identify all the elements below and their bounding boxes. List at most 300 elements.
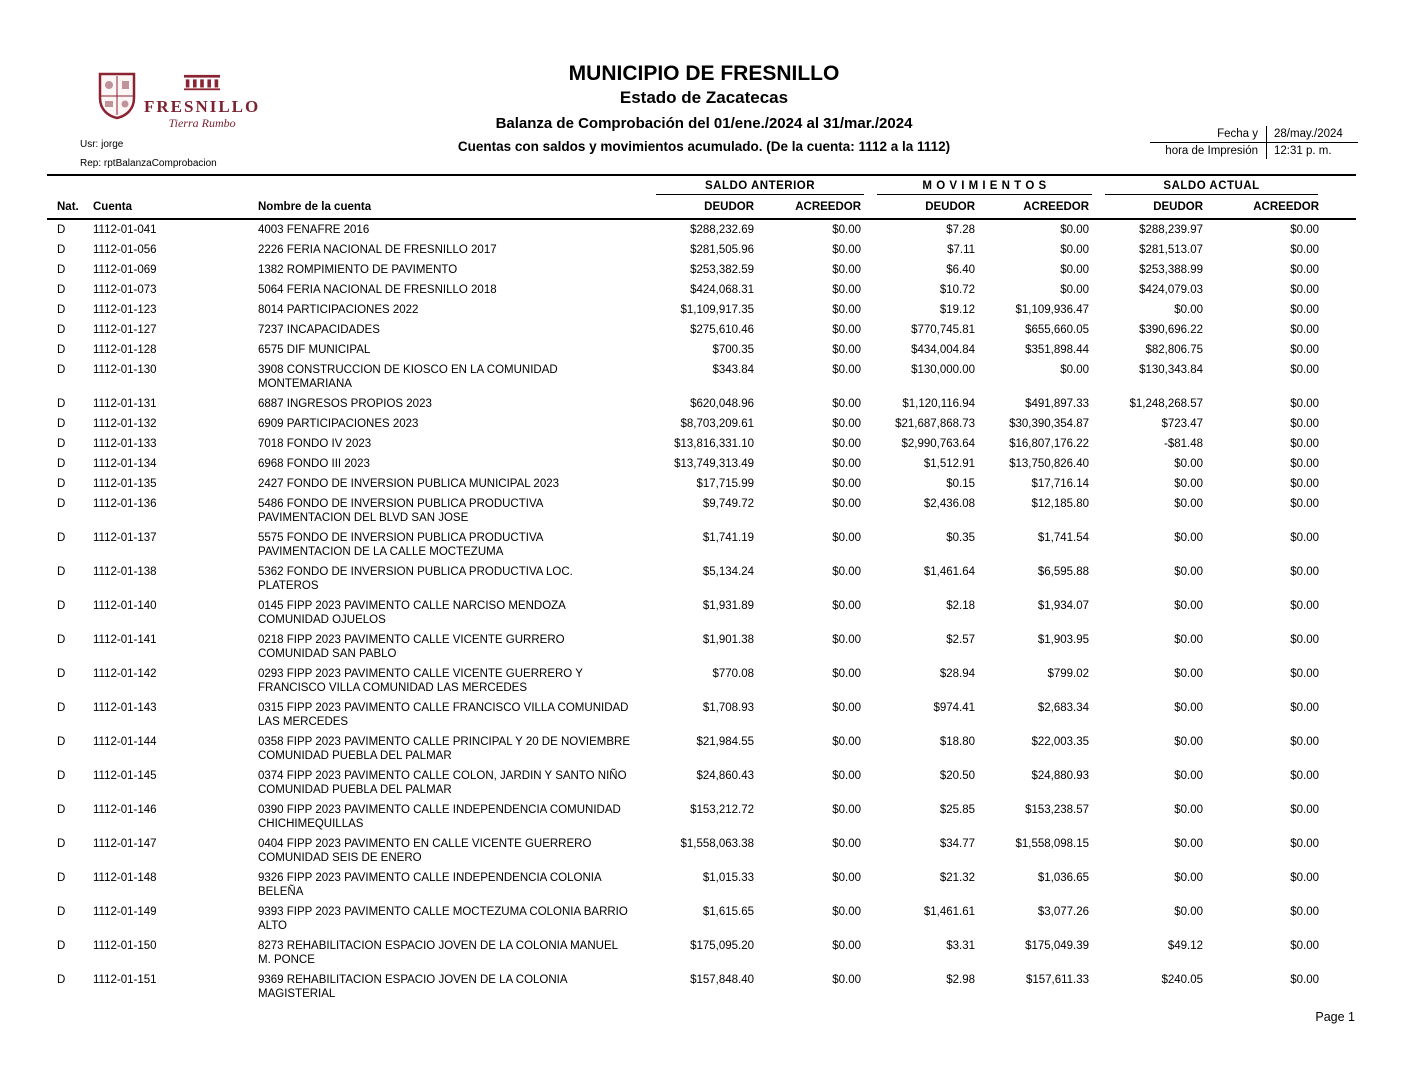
saldo-anterior-acreedor-cell: $0.00	[832, 532, 862, 544]
nat-cell: D	[57, 438, 66, 450]
saldo-anterior-deudor-cell: $275,610.46	[690, 324, 755, 336]
report-scope: Cuentas con saldos y movimientos acumulado. (De la cuenta: 1112 a la 1112)	[457, 138, 951, 154]
saldo-actual-acreedor-cell: $0.00	[1290, 418, 1320, 430]
nat-cell: D	[57, 458, 66, 470]
nat-cell: D	[57, 284, 66, 296]
table-row	[47, 868, 1356, 902]
nat-cell: D	[57, 702, 66, 714]
saldo-actual-deudor-cell: $0.00	[1174, 838, 1204, 850]
movimientos-deudor-cell: $2,436.08	[923, 498, 976, 510]
saldo-actual-deudor-cell: $723.47	[1161, 418, 1204, 430]
saldo-actual-acreedor-cell: $0.00	[1290, 600, 1320, 612]
nombre-cell: 7018 FONDO IV 2023	[258, 438, 372, 450]
saldo-anterior-deudor-cell: $281,505.96	[690, 244, 755, 256]
saldo-anterior-deudor-cell: $1,931.89	[702, 600, 755, 612]
group-header-saldo-actual: SALDO ACTUAL	[1093, 175, 1356, 195]
movimientos-acreedor-cell: $2,683.34	[1037, 702, 1090, 714]
cuenta-cell: 1112-01-132	[93, 418, 157, 430]
saldo-anterior-acreedor-cell: $0.00	[832, 224, 862, 236]
cuenta-cell: 1112-01-151	[93, 974, 157, 986]
nat-cell: D	[57, 418, 66, 430]
saldo-anterior-acreedor-cell: $0.00	[832, 344, 862, 356]
movimientos-acreedor-cell: $157,611.33	[1025, 974, 1090, 986]
saldo-actual-deudor-cell: $253,388.99	[1139, 264, 1204, 276]
saldo-anterior-acreedor-cell: $0.00	[832, 478, 862, 490]
saldo-anterior-acreedor-cell: $0.00	[832, 566, 862, 578]
movimientos-acreedor-cell: $1,036.65	[1037, 872, 1090, 884]
saldo-anterior-acreedor-cell: $0.00	[832, 702, 862, 714]
saldo-actual-acreedor-cell: $0.00	[1290, 532, 1320, 544]
table-body	[47, 219, 1356, 1004]
saldo-actual-acreedor-cell: $0.00	[1290, 224, 1320, 236]
movimientos-deudor-cell: $7.11	[947, 244, 976, 256]
cuenta-cell: 1112-01-150	[93, 940, 157, 952]
nombre-cell: 8014 PARTICIPACIONES 2022	[258, 304, 419, 316]
movimientos-acreedor-cell: $491,897.33	[1025, 398, 1090, 410]
table-row	[47, 800, 1356, 834]
saldo-anterior-deudor-cell: $1,558,063.38	[680, 838, 755, 850]
table-row	[47, 240, 1356, 260]
saldo-actual-deudor-cell: $0.00	[1174, 668, 1204, 680]
nombre-cell: 5362 FONDO DE INVERSION PUBLICA PRODUCTIVA LOC. PLATEROS	[258, 566, 573, 592]
nombre-cell: 6909 PARTICIPACIONES 2023	[258, 418, 419, 430]
group-header-movimientos: M O V I M I E N T O S	[865, 175, 1093, 195]
nat-cell: D	[57, 634, 66, 646]
cuenta-cell: 1112-01-147	[93, 838, 157, 850]
table-row	[47, 970, 1356, 1004]
movimientos-acreedor-cell: $30,390,354.87	[1009, 418, 1090, 430]
col-header-sa-deudor: DEUDOR	[644, 195, 758, 219]
nat-cell: D	[57, 304, 66, 316]
print-time: 12:31 p. m.	[1266, 143, 1358, 159]
movimientos-acreedor-cell: $3,077.26	[1037, 906, 1090, 918]
nombre-cell: 8273 REHABILITACION ESPACIO JOVEN DE LA COLONIA MANUEL M. PONCE	[258, 940, 618, 966]
saldo-anterior-deudor-cell: $8,703,209.61	[680, 418, 755, 430]
table-row	[47, 394, 1356, 414]
movimientos-acreedor-cell: $351,898.44	[1025, 344, 1090, 356]
table-row	[47, 300, 1356, 320]
movimientos-acreedor-cell: $153,238.57	[1025, 804, 1090, 816]
saldo-anterior-acreedor-cell: $0.00	[832, 498, 862, 510]
saldo-actual-acreedor-cell: $0.00	[1290, 566, 1320, 578]
saldo-anterior-acreedor-cell: $0.00	[832, 364, 862, 376]
saldo-anterior-deudor-cell: $1,708.93	[702, 702, 755, 714]
saldo-actual-acreedor-cell: $0.00	[1290, 478, 1320, 490]
cuenta-cell: 1112-01-130	[93, 364, 157, 376]
report-title: Balanza de Comprobación del 01/ene./2024 al 31/mar./2024	[495, 114, 913, 132]
movimientos-acreedor-cell: $655,660.05	[1025, 324, 1090, 336]
page-number: Page 1	[1315, 1010, 1355, 1024]
table-row	[47, 360, 1356, 394]
movimientos-acreedor-cell: $6,595.88	[1037, 566, 1090, 578]
table-row	[47, 766, 1356, 800]
table-row	[47, 562, 1356, 596]
nat-cell: D	[57, 566, 66, 578]
cuenta-cell: 1112-01-123	[93, 304, 157, 316]
movimientos-deudor-cell: $3.31	[946, 940, 976, 952]
saldo-anterior-acreedor-cell: $0.00	[832, 770, 862, 782]
saldo-actual-deudor-cell: $0.00	[1174, 736, 1204, 748]
saldo-anterior-deudor-cell: $424,068.31	[690, 284, 755, 296]
report-label: Rep: rptBalanzaComprobacion	[80, 158, 217, 169]
saldo-actual-deudor-cell: $130,343.84	[1139, 364, 1204, 376]
table-row	[47, 219, 1356, 240]
saldo-actual-deudor-cell: $0.00	[1174, 702, 1204, 714]
nat-cell: D	[57, 244, 66, 256]
saldo-anterior-deudor-cell: $1,015.33	[702, 872, 755, 884]
saldo-anterior-deudor-cell: $700.35	[712, 344, 755, 356]
saldo-actual-deudor-cell: $49.12	[1167, 940, 1204, 952]
col-header-act-acreedor: ACREEDOR	[1207, 195, 1356, 219]
cuenta-cell: 1112-01-041	[93, 224, 157, 236]
saldo-actual-acreedor-cell: $0.00	[1290, 974, 1320, 986]
saldo-actual-deudor-cell: $281,513.07	[1139, 244, 1204, 256]
group-header-row	[47, 175, 1356, 195]
saldo-actual-acreedor-cell: $0.00	[1290, 736, 1320, 748]
saldo-anterior-acreedor-cell: $0.00	[832, 838, 862, 850]
nat-cell: D	[57, 364, 66, 376]
cuenta-cell: 1112-01-140	[93, 600, 157, 612]
movimientos-deudor-cell: $974.41	[933, 702, 976, 714]
cuenta-cell: 1112-01-149	[93, 906, 157, 918]
saldo-anterior-acreedor-cell: $0.00	[832, 940, 862, 952]
nombre-cell: 0374 FIPP 2023 PAVIMENTO CALLE COLON, JARDIN Y SANTO NIÑO COMUNIDAD PUEBLA DEL PALMAR	[258, 770, 627, 796]
print-date: 28/may./2024	[1266, 126, 1358, 142]
movimientos-deudor-cell: $2.57	[946, 634, 976, 646]
table-row	[47, 280, 1356, 300]
saldo-anterior-deudor-cell: $153,212.72	[690, 804, 755, 816]
nat-cell: D	[57, 872, 66, 884]
movimientos-deudor-cell: $2.98	[946, 974, 976, 986]
nat-cell: D	[57, 532, 66, 544]
movimientos-acreedor-cell: $0.00	[1060, 284, 1090, 296]
movimientos-deudor-cell: $28.94	[939, 668, 976, 680]
saldo-anterior-deudor-cell: $288,232.69	[690, 224, 755, 236]
table-row	[47, 698, 1356, 732]
logo-text: FRESNILLO	[144, 97, 261, 116]
saldo-actual-deudor-cell: $288,239.97	[1139, 224, 1204, 236]
table-row	[47, 902, 1356, 936]
saldo-actual-deudor-cell: $0.00	[1174, 600, 1204, 612]
nat-cell: D	[57, 600, 66, 612]
saldo-anterior-acreedor-cell: $0.00	[832, 872, 862, 884]
movimientos-acreedor-cell: $1,741.54	[1037, 532, 1090, 544]
cuenta-cell: 1112-01-142	[93, 668, 157, 680]
movimientos-deudor-cell: $130,000.00	[911, 364, 976, 376]
nombre-cell: 2427 FONDO DE INVERSION PUBLICA MUNICIPAL 2023	[258, 478, 560, 490]
table-row	[47, 474, 1356, 494]
saldo-anterior-deudor-cell: $13,816,331.10	[674, 438, 755, 450]
nombre-cell: 7237 INCAPACIDADES	[258, 324, 380, 336]
nombre-cell: 1382 ROMPIMIENTO DE PAVIMENTO	[258, 264, 458, 276]
movimientos-deudor-cell: $2.18	[946, 600, 976, 612]
movimientos-acreedor-cell: $16,807,176.22	[1009, 438, 1090, 450]
movimientos-deudor-cell: $434,004.84	[911, 344, 976, 356]
saldo-anterior-deudor-cell: $21,984.55	[696, 736, 755, 748]
movimientos-acreedor-cell: $1,109,936.47	[1015, 304, 1090, 316]
saldo-actual-deudor-cell: $0.00	[1174, 634, 1204, 646]
cuenta-cell: 1112-01-146	[93, 804, 157, 816]
saldo-actual-deudor-cell: $0.00	[1174, 872, 1204, 884]
nombre-cell: 6575 DIF MUNICIPAL	[258, 344, 371, 356]
table-row	[47, 494, 1356, 528]
movimientos-acreedor-cell: $0.00	[1060, 224, 1090, 236]
nombre-cell: 0358 FIPP 2023 PAVIMENTO CALLE PRINCIPAL Y 20 DE NOVIEMBRE COMUNIDAD PUEBLA DEL PALMAR	[258, 736, 630, 762]
column-header-row	[47, 195, 1356, 219]
movimientos-deudor-cell: $6.40	[946, 264, 976, 276]
nat-cell: D	[57, 906, 66, 918]
print-label-line1: Fecha y	[1217, 128, 1258, 140]
movimientos-acreedor-cell: $799.02	[1047, 668, 1090, 680]
cuenta-cell: 1112-01-145	[93, 770, 157, 782]
saldo-anterior-deudor-cell: $157,848.40	[690, 974, 755, 986]
print-label-line2: hora de Impresión	[1165, 145, 1258, 157]
saldo-actual-deudor-cell: $0.00	[1174, 770, 1204, 782]
table-row	[47, 834, 1356, 868]
movimientos-acreedor-cell: $13,750,826.40	[1009, 458, 1090, 470]
cuenta-cell: 1112-01-127	[93, 324, 157, 336]
nombre-cell: 5064 FERIA NACIONAL DE FRESNILLO 2018	[258, 284, 497, 296]
movimientos-deudor-cell: $1,120,116.94	[902, 398, 976, 410]
saldo-actual-acreedor-cell: $0.00	[1290, 438, 1320, 450]
nombre-cell: 3908 CONSTRUCCION DE KIOSCO EN LA COMUNIDAD MONTEMARIANA	[258, 364, 558, 390]
saldo-anterior-deudor-cell: $1,109,917.35	[680, 304, 755, 316]
saldo-anterior-deudor-cell: $253,382.59	[690, 264, 755, 276]
saldo-actual-acreedor-cell: $0.00	[1290, 364, 1320, 376]
movimientos-acreedor-cell: $175,049.39	[1025, 940, 1090, 952]
nombre-cell: 0315 FIPP 2023 PAVIMENTO CALLE FRANCISCO VILLA COMUNIDAD LAS MERCEDES	[258, 702, 629, 728]
cuenta-cell: 1112-01-143	[93, 702, 157, 714]
saldo-actual-deudor-cell: $0.00	[1174, 304, 1204, 316]
table-row	[47, 434, 1356, 454]
saldo-actual-deudor-cell: $0.00	[1174, 498, 1204, 510]
nat-cell: D	[57, 838, 66, 850]
nombre-cell: 0145 FIPP 2023 PAVIMENTO CALLE NARCISO MENDOZA COMUNIDAD OJUELOS	[258, 600, 566, 626]
nat-cell: D	[57, 804, 66, 816]
nombre-cell: 2226 FERIA NACIONAL DE FRESNILLO 2017	[258, 244, 497, 256]
table-row	[47, 454, 1356, 474]
saldo-anterior-acreedor-cell: $0.00	[832, 634, 862, 646]
saldo-anterior-acreedor-cell: $0.00	[832, 264, 862, 276]
saldo-actual-acreedor-cell: $0.00	[1290, 284, 1320, 296]
nat-cell: D	[57, 264, 66, 276]
table-row	[47, 664, 1356, 698]
saldo-actual-acreedor-cell: $0.00	[1290, 702, 1320, 714]
saldo-actual-deudor-cell: $1,248,268.57	[1129, 398, 1204, 410]
nombre-cell: 0218 FIPP 2023 PAVIMENTO CALLE VICENTE GURRERO COMUNIDAD SAN PABLO	[258, 634, 565, 660]
saldo-anterior-deudor-cell: $175,095.20	[690, 940, 755, 952]
meta-block	[80, 139, 217, 177]
saldo-actual-deudor-cell: $240.05	[1161, 974, 1204, 986]
saldo-anterior-deudor-cell: $1,741.19	[702, 532, 755, 544]
saldo-actual-acreedor-cell: $0.00	[1290, 264, 1320, 276]
nombre-cell: 4003 FENAFRE 2016	[258, 224, 370, 236]
saldo-anterior-acreedor-cell: $0.00	[832, 304, 862, 316]
nat-cell: D	[57, 398, 66, 410]
page-title: MUNICIPIO DE FRESNILLO	[568, 62, 840, 85]
nat-cell: D	[57, 940, 66, 952]
saldo-actual-deudor-cell: $390,696.22	[1139, 324, 1204, 336]
cuenta-cell: 1112-01-137	[93, 532, 157, 544]
saldo-anterior-acreedor-cell: $0.00	[832, 668, 862, 680]
movimientos-acreedor-cell: $12,185.80	[1031, 498, 1090, 510]
cuenta-cell: 1112-01-056	[93, 244, 157, 256]
saldo-anterior-deudor-cell: $620,048.96	[690, 398, 755, 410]
nombre-cell: 6887 INGRESOS PROPIOS 2023	[258, 398, 432, 410]
cuenta-cell: 1112-01-073	[93, 284, 157, 296]
saldo-anterior-acreedor-cell: $0.00	[832, 906, 862, 918]
saldo-actual-acreedor-cell: $0.00	[1290, 668, 1320, 680]
cuenta-cell: 1112-01-138	[93, 566, 157, 578]
saldo-anterior-acreedor-cell: $0.00	[832, 438, 862, 450]
nombre-cell: 9369 REHABILITACION ESPACIO JOVEN DE LA COLONIA MAGISTERIAL	[258, 974, 567, 1000]
saldo-anterior-acreedor-cell: $0.00	[832, 284, 862, 296]
saldo-anterior-deudor-cell: $9,749.72	[702, 498, 755, 510]
balance-table	[47, 174, 1356, 1004]
saldo-anterior-deudor-cell: $5,134.24	[702, 566, 755, 578]
group-header-spacer	[47, 175, 644, 195]
table-row	[47, 414, 1356, 434]
nat-cell: D	[57, 498, 66, 510]
cuenta-cell: 1112-01-069	[93, 264, 157, 276]
saldo-actual-deudor-cell: $0.00	[1174, 906, 1204, 918]
logo-tagline: Tierra Rumbo	[168, 115, 236, 130]
nombre-cell: 6968 FONDO III 2023	[258, 458, 370, 470]
col-header-act-deudor: DEUDOR	[1093, 195, 1207, 219]
movimientos-deudor-cell: $19.12	[939, 304, 976, 316]
nombre-cell: 9393 FIPP 2023 PAVIMENTO CALLE MOCTEZUMA COLONIA BARRIO ALTO	[258, 906, 628, 932]
saldo-anterior-acreedor-cell: $0.00	[832, 244, 862, 256]
table-row	[47, 260, 1356, 280]
saldo-actual-acreedor-cell: $0.00	[1290, 244, 1320, 256]
movimientos-deudor-cell: $34.77	[939, 838, 976, 850]
saldo-anterior-acreedor-cell: $0.00	[832, 974, 862, 986]
saldo-anterior-deudor-cell: $13,749,313.49	[674, 458, 755, 470]
saldo-actual-acreedor-cell: $0.00	[1290, 906, 1320, 918]
state-subtitle: Estado de Zacatecas	[619, 88, 789, 108]
cuenta-cell: 1112-01-128	[93, 344, 157, 356]
saldo-anterior-acreedor-cell: $0.00	[832, 418, 862, 430]
movimientos-acreedor-cell: $1,934.07	[1037, 600, 1090, 612]
movimientos-acreedor-cell: $1,903.95	[1037, 634, 1090, 646]
saldo-actual-acreedor-cell: $0.00	[1290, 940, 1320, 952]
saldo-anterior-acreedor-cell: $0.00	[832, 804, 862, 816]
saldo-anterior-acreedor-cell: $0.00	[832, 736, 862, 748]
table-row	[47, 630, 1356, 664]
saldo-actual-acreedor-cell: $0.00	[1290, 398, 1320, 410]
nat-cell: D	[57, 736, 66, 748]
movimientos-deudor-cell: $770,745.81	[911, 324, 976, 336]
saldo-anterior-deudor-cell: $17,715.99	[696, 478, 755, 490]
nat-cell: D	[57, 478, 66, 490]
cuenta-cell: 1112-01-135	[93, 478, 157, 490]
nombre-cell: 0390 FIPP 2023 PAVIMENTO CALLE INDEPENDENCIA COMUNIDAD CHICHIMEQUILLAS	[258, 804, 621, 830]
cuenta-cell: 1112-01-133	[93, 438, 157, 450]
table-row	[47, 320, 1356, 340]
col-header-sa-acreedor: ACREEDOR	[758, 195, 865, 219]
nombre-cell: 5486 FONDO DE INVERSION PUBLICA PRODUCTIVA PAVIMENTACION DEL BLVD SAN JOSE	[258, 498, 543, 524]
movimientos-deudor-cell: $1,461.61	[923, 906, 976, 918]
saldo-anterior-acreedor-cell: $0.00	[832, 398, 862, 410]
movimientos-deudor-cell: $7.28	[946, 224, 976, 236]
nat-cell: D	[57, 668, 66, 680]
table-row	[47, 340, 1356, 360]
cuenta-cell: 1112-01-141	[93, 634, 157, 646]
group-header-saldo-anterior: SALDO ANTERIOR	[644, 175, 865, 195]
saldo-actual-deudor-cell: $0.00	[1174, 566, 1204, 578]
movimientos-deudor-cell: $18.80	[939, 736, 976, 748]
table-row	[47, 732, 1356, 766]
table-row	[47, 528, 1356, 562]
saldo-actual-acreedor-cell: $0.00	[1290, 872, 1320, 884]
saldo-actual-deudor-cell: -$81.48	[1164, 438, 1204, 450]
movimientos-acreedor-cell: $0.00	[1060, 244, 1090, 256]
saldo-actual-acreedor-cell: $0.00	[1290, 804, 1320, 816]
movimientos-acreedor-cell: $24,880.93	[1031, 770, 1090, 782]
nat-cell: D	[57, 344, 66, 356]
movimientos-deudor-cell: $2,990,763.64	[901, 438, 976, 450]
saldo-actual-deudor-cell: $82,806.75	[1145, 344, 1204, 356]
saldo-actual-deudor-cell: $424,079.03	[1139, 284, 1204, 296]
movimientos-acreedor-cell: $0.00	[1060, 364, 1090, 376]
saldo-anterior-acreedor-cell: $0.00	[832, 458, 862, 470]
movimientos-deudor-cell: $1,461.64	[923, 566, 976, 578]
nombre-cell: 9326 FIPP 2023 PAVIMENTO CALLE INDEPENDENCIA COLONIA BELEÑA	[258, 872, 602, 898]
saldo-actual-acreedor-cell: $0.00	[1290, 324, 1320, 336]
saldo-actual-deudor-cell: $0.00	[1174, 804, 1204, 816]
movimientos-deudor-cell: $10.72	[939, 284, 976, 296]
cuenta-cell: 1112-01-134	[93, 458, 157, 470]
movimientos-deudor-cell: $21.32	[939, 872, 976, 884]
nat-cell: D	[57, 974, 66, 986]
cuenta-cell: 1112-01-148	[93, 872, 157, 884]
cuenta-cell: 1112-01-144	[93, 736, 157, 748]
movimientos-deudor-cell: $25.85	[939, 804, 976, 816]
saldo-actual-acreedor-cell: $0.00	[1290, 344, 1320, 356]
saldo-actual-deudor-cell: $0.00	[1174, 458, 1204, 470]
nat-cell: D	[57, 224, 66, 236]
saldo-actual-acreedor-cell: $0.00	[1290, 770, 1320, 782]
cuenta-cell: 1112-01-131	[93, 398, 157, 410]
saldo-anterior-deudor-cell: $24,860.43	[696, 770, 755, 782]
movimientos-deudor-cell: $21,687,868.73	[895, 418, 976, 430]
cuenta-cell: 1112-01-136	[93, 498, 157, 510]
saldo-actual-acreedor-cell: $0.00	[1290, 838, 1320, 850]
nombre-cell: 0404 FIPP 2023 PAVIMENTO EN CALLE VICENTE GUERRERO COMUNIDAD SEIS DE ENERO	[258, 838, 592, 864]
nombre-cell: 0293 FIPP 2023 PAVIMENTO CALLE VICENTE GUERRERO Y FRANCISCO VILLA COMUNIDAD LAS MERCEDES	[258, 668, 583, 694]
movimientos-deudor-cell: $0.15	[946, 478, 976, 490]
saldo-anterior-acreedor-cell: $0.00	[832, 324, 862, 336]
table-row	[47, 596, 1356, 630]
saldo-anterior-deudor-cell: $1,901.38	[702, 634, 755, 646]
col-header-cuenta: Cuenta	[89, 195, 254, 219]
saldo-anterior-deudor-cell: $1,615.65	[702, 906, 755, 918]
nombre-cell: 5575 FONDO DE INVERSION PUBLICA PRODUCTIVA PAVIMENTACION DE LA CALLE MOCTEZUMA	[258, 532, 543, 558]
saldo-anterior-acreedor-cell: $0.00	[832, 600, 862, 612]
saldo-actual-acreedor-cell: $0.00	[1290, 634, 1320, 646]
movimientos-deudor-cell: $20.50	[939, 770, 976, 782]
col-header-nombre: Nombre de la cuenta	[254, 195, 644, 219]
nat-cell: D	[57, 324, 66, 336]
col-header-mov-deudor: DEUDOR	[865, 195, 979, 219]
nat-cell: D	[57, 770, 66, 782]
col-header-nat: Nat.	[47, 195, 89, 219]
table-row	[47, 936, 1356, 970]
movimientos-acreedor-cell: $0.00	[1060, 264, 1090, 276]
movimientos-acreedor-cell: $17,716.14	[1031, 478, 1090, 490]
saldo-actual-acreedor-cell: $0.00	[1290, 304, 1320, 316]
col-header-mov-acreedor: ACREEDOR	[979, 195, 1093, 219]
